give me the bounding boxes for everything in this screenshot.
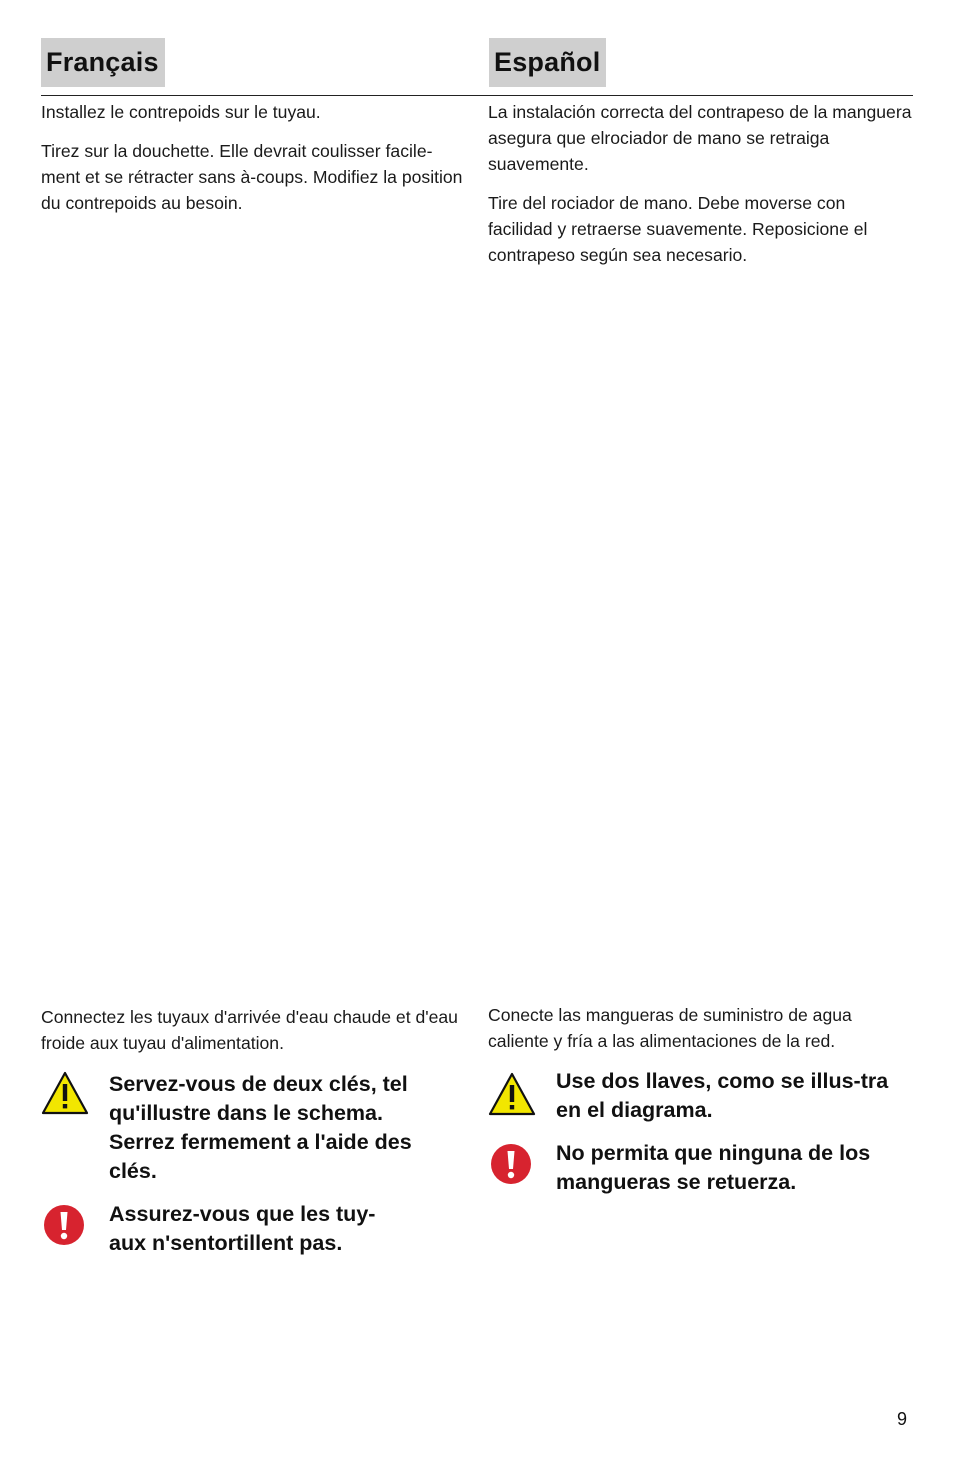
- french-counterweight-instructions: [41, 99, 471, 229]
- warning-triangle-icon: [41, 1071, 89, 1115]
- spanish-warning-text: No permita que ninguna de los mangueras se retuerza.: [556, 1141, 871, 1194]
- french-warning-text: Assurez-vous que les tuy-aux n'sentortillent pas.: [109, 1202, 376, 1255]
- spanish-paragraph-1: La instalación correcta del contrapeso de la manguera asegura que elrociador de mano se retraiga suavemente.: [488, 102, 912, 174]
- french-paragraph-2: Tirez sur la douchette. Elle devrait coulisser facile-ment et se rétracter sans à-coups. Modifiez la position du contrepoids au besoin.: [41, 141, 463, 213]
- spanish-supply-instructions: [488, 1002, 908, 1067]
- french-caution-text: Servez-vous de deux clés, tel qu'illustre dans le schema. Serrez fermement a l'aide des clés.: [109, 1072, 412, 1183]
- page-number: 9: [897, 1409, 908, 1429]
- warning-triangle-icon: [488, 1072, 536, 1116]
- french-supply-paragraph: Connectez les tuyaux d'arrivée d'eau chaude et d'eau froide aux tuyau d'alimentation.: [41, 1007, 458, 1053]
- spanish-caution-text: Use dos llaves, como se illus-tra en el diagrama.: [556, 1069, 889, 1122]
- french-paragraph-1: Installez le contrepoids sur le tuyau.: [41, 102, 321, 122]
- spanish-section-header: Español: [489, 38, 606, 87]
- spanish-supply-paragraph: Conecte las mangueras de suministro de agua caliente y fría a las alimentaciones de la red.: [488, 1005, 852, 1051]
- spanish-paragraph-2: Tire del rociador de mano. Debe moverse con facilidad y retraerse suavemente. Reposicione el contrapeso según sea necesario.: [488, 193, 868, 265]
- french-section-header: Français: [41, 38, 165, 87]
- french-supply-instructions: [41, 1004, 461, 1069]
- exclamation-circle-icon: [490, 1143, 532, 1185]
- exclamation-circle-icon: [43, 1204, 85, 1246]
- header-divider: [41, 95, 913, 96]
- spanish-counterweight-instructions: [488, 99, 913, 281]
